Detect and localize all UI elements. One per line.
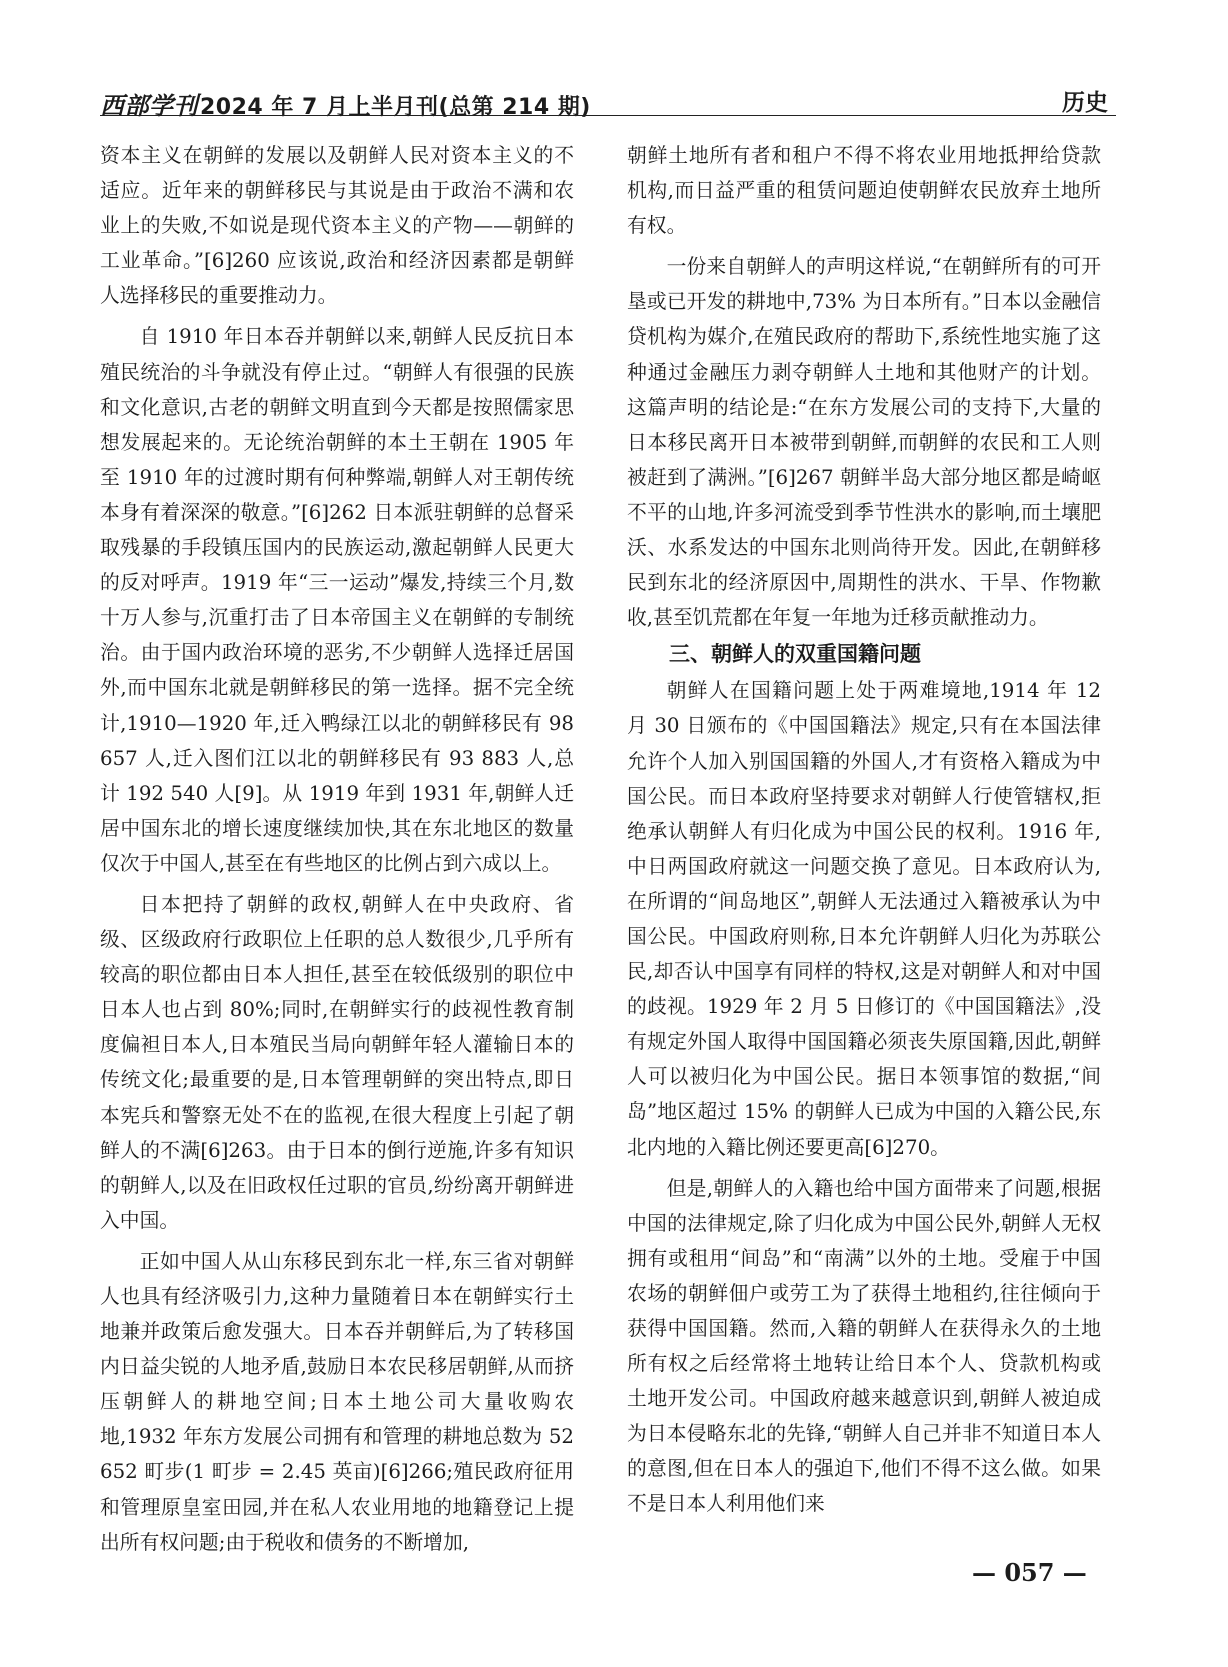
paragraph: 资本主义在朝鲜的发展以及朝鲜人民对资本主义的不适应。近年来的朝鲜移民与其说是由于政治不满和农业上的失败,不如说是现代资本主义的产物——朝鲜的工业革命。”[6]260 应该说,政治和经济因素都是朝鲜人选择移民的重要推动力。 — [100, 144, 574, 308]
right-column — [627, 138, 1101, 1522]
section-label: 历史 — [1062, 90, 1108, 116]
paragraph: 一份来自朝鲜人的声明这样说,“在朝鲜所有的可开垦或已开发的耕地中,73% 为日本所有。”日本以金融信贷机构为媒介,在殖民政府的帮助下,系统性地实施了这种通过金融压力剥夺朝鲜人土地和其他财产的计划。这篇声明的结论是:“在东方发展公司的支持下,大量的日本移民离开日本被带到朝鲜,而朝鲜的农民和工人则被赶到了满洲。”[6]267 朝鲜半岛大部分地区都是崎岖不平的山地,许多河流受到季节性洪水的影响,而土壤肥沃、水系发达的中国东北则尚待开发。因此,在朝鲜移民到东北的经济原因中,周期性的洪水、干旱、作物歉收,甚至饥荒都在年复一年地为迁移贡献推动力。 — [627, 255, 1101, 630]
section-heading: 三、朝鲜人的双重国籍问题 — [669, 642, 921, 667]
paragraph: 朝鲜土地所有者和租户不得不将农业用地抵押给贷款机构,而日益严重的租赁问题迫使朝鲜农民放弃土地所有权。 — [627, 144, 1101, 238]
left-column — [100, 138, 574, 1560]
issue-info: 2024 年 7 月上半月刊(总第 214 期) — [200, 95, 591, 120]
paragraph: 正如中国人从山东移民到东北一样,东三省对朝鲜人也具有经济吸引力,这种力量随着日本在朝鲜实行土地兼并政策后愈发强大。日本吞并朝鲜后,为了转移国内日益尖锐的人地矛盾,鼓励日本农民移居朝鲜,从而挤压朝鲜人的耕地空间;日本土地公司大量收购农地,1932 年东方发展公司拥有和管理的耕地总数为 52 652 町步(1 町步 = 2.45 英亩)[6]266;殖民政府征用和管理原皇室田园,并在私人农业用地的地籍登记上提出所有权问题;由于税收和债务的不断增加, — [100, 1249, 574, 1554]
paragraph: 自 1910 年日本吞并朝鲜以来,朝鲜人民反抗日本殖民统治的斗争就没有停止过。“朝鲜人有很强的民族和文化意识,古老的朝鲜文明直到今天都是按照儒家思想发展起来的。无论统治朝鲜的本土王朝在 1905 年至 1910 年的过渡时期有何种弊端,朝鲜人对王朝传统本身有着深深的敬意。”[6]262 日本派驻朝鲜的总督采取残暴的手段镇压国内的民族运动,激起朝鲜人民更大的反对呼声。1919 年“三一运动”爆发,持续三个月,数十万人参与,沉重打击了日本帝国主义在朝鲜的专制统治。由于国内政治环境的恶劣,不少朝鲜人选择迁居国外,而中国东北就是朝鲜移民的第一选择。据不完全统计,1910—1920 年,迁入鸭绿江以北的朝鲜移民有 98 657 人,迁入图们江以北的朝鲜移民有 93 883 人,总计 192 540 人[9]。从 1919 年到 1931 年,朝鲜人迁居中国东北的增长速度继续加快,其在东北地区的数量仅次于中国人,甚至在有些地区的比例占到六成以上。 — [100, 325, 574, 875]
paragraph: 但是,朝鲜人的入籍也给中国方面带来了问题,根据中国的法律规定,除了归化成为中国公民外,朝鲜人无权拥有或租用“间岛”和“南满”以外的土地。受雇于中国农场的朝鲜佃户或劳工为了获得土地租约,往往倾向于获得中国国籍。然而,入籍的朝鲜人在获得永久的土地所有权之后经常将土地转让给日本个人、贷款机构或土地开发公司。中国政府越来越意识到,朝鲜人被迫成为日本侵略东北的先锋,“朝鲜人自己并非不知道日本人的意图,但在日本人的强迫下,他们不得不这么做。如果不是日本人利用他们来 — [627, 1176, 1101, 1516]
header-rule — [100, 115, 1116, 116]
journal-logo: 西部学刊 — [100, 91, 198, 120]
running-header — [100, 82, 1116, 120]
paragraph: 日本把持了朝鲜的政权,朝鲜人在中央政府、省级、区级政府行政职位上任职的总人数很少,几乎所有较高的职位都由日本人担任,甚至在较低级别的职位中日本人也占到 80%;同时,在朝鲜实行的歧视性教育制度偏袒日本人,日本殖民当局向朝鲜年轻人灌输日本的传统文化;最重要的是,日本管理朝鲜的突出特点,即日本宪兵和警察无处不在的监视,在很大程度上引起了朝鲜人的不满[6]263。由于日本的倒行逆施,许多有知识的朝鲜人,以及在旧政权任过职的官员,纷纷离开朝鲜进入中国。 — [100, 892, 574, 1232]
page-number: — 057 — — [972, 1558, 1087, 1587]
paragraph: 朝鲜人在国籍问题上处于两难境地,1914 年 12 月 30 日颁布的《中国国籍法》规定,只有在本国法律允许个人加入别国国籍的外国人,才有资格入籍成为中国公民。而日本政府坚持要求对朝鲜人行使管辖权,拒绝承认朝鲜人有归化成为中国公民的权利。1916 年,中日两国政府就这一问题交换了意见。日本政府认为,在所谓的“间岛地区”,朝鲜人无法通过入籍被承认为中国公民。中国政府则称,日本允许朝鲜人归化为苏联公民,却否认中国享有同样的特权,这是对朝鲜人和对中国的歧视。1929 年 2 月 5 日修订的《中国国籍法》,没有规定外国人取得中国国籍必须丧失原国籍,因此,朝鲜人可以被归化为中国公民。据日本领事馆的数据,“间岛”地区超过 15% 的朝鲜人已成为中国的入籍公民,东北内地的入籍比例还要更高[6]270。 — [627, 679, 1101, 1159]
